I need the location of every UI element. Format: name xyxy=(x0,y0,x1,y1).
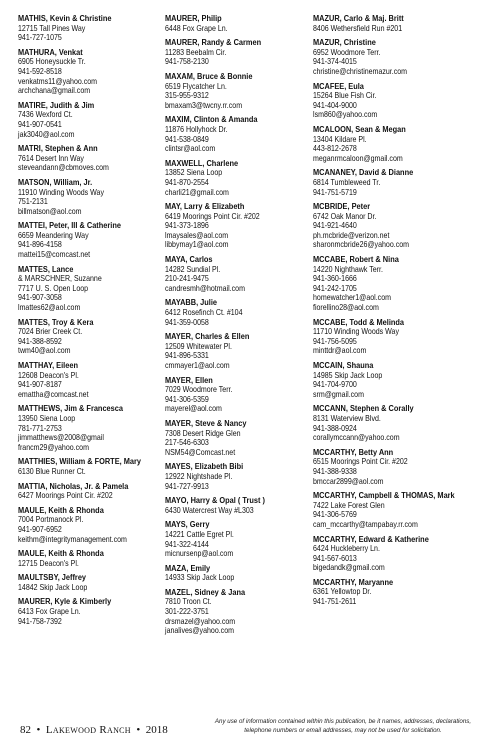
directory-entry xyxy=(18,144,168,173)
directory-entry xyxy=(165,255,315,293)
entry-name: MATHURA, Venkat xyxy=(18,46,83,57)
entry-detail-line: 7614 Desert Inn Way xyxy=(18,153,84,163)
entry-name: MATTEI, Peter, III & Catherine xyxy=(18,220,121,231)
entry-detail-line: mattei15@comcast.net xyxy=(18,250,91,260)
entry-detail-line: 781-771-2753 xyxy=(18,423,62,433)
entry-detail-line: & MARSCHNER, Suzanne xyxy=(18,274,102,284)
entry-detail-line: 11283 Beebalm Cir. xyxy=(165,47,227,57)
entry-detail-line: drsmazel@yahoo.com xyxy=(165,616,236,626)
directory-entry xyxy=(18,48,168,96)
entry-detail-line: 7029 Woodmore Terr. xyxy=(165,385,233,395)
entry-name: MATRI, Stephen & Ann xyxy=(18,143,98,154)
directory-column-1 xyxy=(18,14,168,631)
entry-detail-line: minttdr@aol.com xyxy=(313,346,367,356)
entry-name: MAURER, Kyle & Kimberly xyxy=(18,596,112,607)
entry-detail-line: bmccar2899@aol.com xyxy=(313,476,384,486)
entry-detail-line: 6427 Moorings Point Cir. #202 xyxy=(18,491,113,501)
directory-entry xyxy=(18,101,168,139)
entry-detail-line: 14933 Skip Jack Loop xyxy=(165,573,235,583)
directory-entry xyxy=(18,265,168,313)
entry-detail-line: lmattes62@aol.com xyxy=(18,303,81,313)
entry-detail-line: 6419 Moorings Point Cir. #202 xyxy=(165,211,260,221)
entry-name: MCBRIDE, Peter xyxy=(313,201,371,212)
entry-detail-line: 6424 Huckleberry Ln. xyxy=(313,544,380,554)
entry-detail-line: 941-373-1896 xyxy=(165,221,209,231)
entry-detail-line: 941-306-5769 xyxy=(313,510,357,520)
entry-detail-line: 7810 Troon Ct. xyxy=(165,597,212,607)
entry-detail-line: 7024 Brier Creek Ct. xyxy=(18,327,83,337)
entry-detail-line: keithm@integritymanagement.com xyxy=(18,534,127,544)
entry-detail-line: 941-870-2554 xyxy=(165,177,209,187)
entry-detail-line: 315-955-9312 xyxy=(165,91,209,101)
directory-column-3 xyxy=(313,14,463,612)
entry-detail-line: cam_mccarthy@tampabay.rr.com xyxy=(313,519,418,529)
entry-detail-line: 14220 Nighthawk Terr. xyxy=(313,264,383,274)
directory-entry xyxy=(165,159,315,197)
entry-detail-line: 13852 Siena Loop xyxy=(165,168,223,178)
directory-entry xyxy=(18,573,168,592)
entry-detail-line: twm40@aol.com xyxy=(18,346,71,356)
entry-name: MATTHEWS, Jim & Francesca xyxy=(18,403,124,414)
entry-detail-line: candresmh@hotmail.com xyxy=(165,283,245,293)
entry-detail-line: bigedandk@gmail.com xyxy=(313,563,385,573)
entry-name: MAXWELL, Charlene xyxy=(165,157,239,168)
entry-name: MATTES, Lance xyxy=(18,263,74,274)
entry-name: MAYES, Elizabeth Bibi xyxy=(165,461,244,472)
entry-name: MCANANEY, David & Dianne xyxy=(313,167,414,178)
directory-entry xyxy=(165,14,315,33)
entry-detail-line: 301-222-3751 xyxy=(165,607,209,617)
entry-detail-line: homewatcher1@aol.com xyxy=(313,293,391,303)
directory-entry xyxy=(18,404,168,452)
entry-name: MAXAM, Bruce & Bonnie xyxy=(165,70,253,81)
entry-name: MAXIM, Clinton & Amanda xyxy=(165,114,258,125)
entry-detail-line: billmatson@aol.com xyxy=(18,206,82,216)
directory-entry xyxy=(165,202,315,250)
entry-detail-line: 8131 Waterview Blvd. xyxy=(313,413,381,423)
solicitation-disclaimer: Any use of information contained within this publication, be it names, addresses, declarations, telephone numbers or email addresses, may not be used for solicitation. xyxy=(214,718,472,734)
entry-detail-line: lsm860@yahoo.com xyxy=(313,110,378,120)
entry-detail-line: NSM54@Comcast.net xyxy=(165,447,236,457)
entry-detail-line: 6814 Tumbleweed Tr. xyxy=(313,177,381,187)
entry-detail-line: 14842 Skip Jack Loop xyxy=(18,582,88,592)
page-number: 82 xyxy=(20,724,31,736)
entry-detail-line: 941-538-0849 xyxy=(165,134,209,144)
entry-detail-line: clintsr@aol.com xyxy=(165,144,216,154)
entry-detail-line: 443-812-2678 xyxy=(313,144,357,154)
directory-entry xyxy=(18,597,168,626)
directory-entry xyxy=(165,115,315,153)
entry-name: MAYO, Harry & Opal ( Trust ) xyxy=(165,495,265,506)
entry-detail-line: archchana@gmail.com xyxy=(18,86,91,96)
entry-name: MAYER, Ellen xyxy=(165,374,213,385)
entry-detail-line: jak3040@aol.com xyxy=(18,129,75,139)
entry-name: MAZA, Emily xyxy=(165,562,211,573)
entry-detail-line: 941-756-5095 xyxy=(313,336,357,346)
directory-entry xyxy=(313,491,463,529)
directory-year: 2018 xyxy=(145,724,168,736)
entry-name: MCCARTHY, Edward & Katherine xyxy=(313,533,429,544)
entry-detail-line: 6905 Honeysuckle Tr. xyxy=(18,57,86,67)
directory-entry xyxy=(165,376,315,414)
entry-detail-line: 7422 Lake Forest Glen xyxy=(313,500,385,510)
entry-detail-line: 941-242-1705 xyxy=(313,283,357,293)
entry-detail-line: 6952 Woodmore Terr. xyxy=(313,47,381,57)
directory-entry xyxy=(165,38,315,67)
directory-entry xyxy=(313,448,463,486)
entry-detail-line: 941-306-5359 xyxy=(165,394,209,404)
entry-name: MCCARTHY, Campbell & THOMAS, Mark xyxy=(313,490,455,501)
entry-detail-line: 941-704-9700 xyxy=(313,380,357,390)
entry-detail-line: micnursenp@aol.com xyxy=(165,549,234,559)
entry-detail-line: 941-907-6952 xyxy=(18,524,62,534)
entry-name: MCAFEE, Eula xyxy=(313,80,364,91)
directory-entry xyxy=(18,457,168,476)
directory-entry xyxy=(165,298,315,327)
entry-detail-line: bmaxam3@twcny.rr.com xyxy=(165,100,243,110)
entry-detail-line: 11710 Winding Woods Way xyxy=(313,327,399,337)
directory-entry xyxy=(313,38,463,76)
entry-detail-line: 12608 Deacon's Pl. xyxy=(18,370,79,380)
entry-detail-line: 941-592-8518 xyxy=(18,66,62,76)
directory-entry xyxy=(165,462,315,491)
entry-name: MCALOON, Sean & Megan xyxy=(313,123,406,134)
entry-name: MATTIA, Nicholas, Jr. & Pamela xyxy=(18,480,129,491)
entry-detail-line: 11910 Winding Woods Way xyxy=(18,187,104,197)
entry-detail-line: 7308 Desert Ridge Glen xyxy=(165,428,241,438)
directory-column-2 xyxy=(165,14,315,641)
entry-detail-line: 13950 Siena Loop xyxy=(18,413,76,423)
entry-detail-line: ph.mcbride@verizon.net xyxy=(313,230,390,240)
entry-name: MCCABE, Todd & Melinda xyxy=(313,316,405,327)
entry-detail-line: 941-388-9338 xyxy=(313,466,357,476)
entry-detail-line: 12509 Whitewater Pl. xyxy=(165,341,232,351)
entry-detail-line: 941-322-4144 xyxy=(165,539,209,549)
entry-detail-line: 217-546-6303 xyxy=(165,438,209,448)
page-footer xyxy=(0,718,482,748)
entry-name: MAULTSBY, Jeffrey xyxy=(18,572,87,583)
directory-entry xyxy=(313,255,463,313)
directory-entry xyxy=(18,506,168,544)
entry-detail-line: 13404 Kildare Pl. xyxy=(313,134,367,144)
entry-detail-line: 7717 U. S. Open Loop xyxy=(18,283,89,293)
entry-detail-line: francm29@yahoo.com xyxy=(18,442,89,452)
directory-name: Lakewood Ranch xyxy=(45,724,131,736)
entry-name: MAYS, Gerry xyxy=(165,519,210,530)
entry-detail-line: charli21@gmail.com xyxy=(165,187,229,197)
entry-detail-line: 941-896-4158 xyxy=(18,240,62,250)
entry-detail-line: 941-751-2611 xyxy=(313,597,357,607)
entry-name: MCCANN, Stephen & Corally xyxy=(313,403,414,414)
entry-detail-line: 6659 Meandering Way xyxy=(18,230,89,240)
entry-detail-line: 941-758-7392 xyxy=(18,616,62,626)
directory-entry xyxy=(18,361,168,399)
entry-name: MCCARTHY, Betty Ann xyxy=(313,446,394,457)
entry-name: MCCARTHY, Maryanne xyxy=(313,576,394,587)
entry-detail-line: 14221 Cattle Egret Pl. xyxy=(165,529,234,539)
directory-entry xyxy=(18,549,168,568)
entry-detail-line: corallymccann@yahoo.com xyxy=(313,433,400,443)
entry-detail-line: 6742 Oak Manor Dr. xyxy=(313,211,377,221)
entry-detail-line: 11876 Hollyhock Dr. xyxy=(165,124,228,134)
entry-detail-line: libbymay1@aol.com xyxy=(165,240,229,250)
entry-detail-line: srm@gmail.com xyxy=(313,389,364,399)
directory-entry xyxy=(313,318,463,356)
entry-detail-line: 6448 Fox Grape Ln. xyxy=(165,23,228,33)
entry-detail-line: meganrmcaloon@gmail.com xyxy=(313,153,403,163)
entry-detail-line: 941-404-9000 xyxy=(313,100,357,110)
entry-detail-line: 941-758-2130 xyxy=(165,57,209,67)
entry-name: MAYABB, Julie xyxy=(165,297,218,308)
entry-detail-line: 7436 Wexford Ct. xyxy=(18,110,73,120)
directory-entry xyxy=(18,482,168,501)
entry-detail-line: 12715 Tall Pines Way xyxy=(18,23,86,33)
entry-name: MAYER, Steve & Nancy xyxy=(165,417,247,428)
entry-detail-line: steveandann@cbmoves.com xyxy=(18,163,109,173)
entry-detail-line: 14985 Skip Jack Loop xyxy=(313,370,383,380)
directory-entry xyxy=(165,520,315,558)
entry-detail-line: 751-2131 xyxy=(18,197,48,207)
entry-name: MATIRE, Judith & Jim xyxy=(18,99,95,110)
footer-folio xyxy=(20,724,168,736)
entry-name: MATTHAY, Eileen xyxy=(18,360,78,370)
directory-entry xyxy=(313,202,463,250)
entry-detail-line: 941-374-4015 xyxy=(313,57,357,67)
entry-detail-line: 6519 Flycatcher Ln. xyxy=(165,81,227,91)
entry-detail-line: 6130 Blue Runner Ct. xyxy=(18,466,86,476)
entry-name: MAZUR, Carlo & Maj. Britt xyxy=(313,13,404,23)
directory-entry xyxy=(313,125,463,163)
entry-name: MAYA, Carlos xyxy=(165,254,213,265)
directory-entry xyxy=(18,318,168,356)
entry-name: MAZUR, Christine xyxy=(313,37,376,48)
entry-detail-line: emattha@comcast.net xyxy=(18,389,89,399)
entry-detail-line: cmmayer1@aol.com xyxy=(165,361,230,370)
directory-entry xyxy=(313,361,463,399)
entry-name: MAZEL, Sidney & Jana xyxy=(165,586,246,597)
entry-detail-line: mayerel@aol.com xyxy=(165,404,222,414)
entry-detail-line: 941-359-0058 xyxy=(165,317,209,327)
entry-name: MAY, Larry & Elizabeth xyxy=(165,201,245,212)
directory-entry xyxy=(165,72,315,110)
entry-detail-line: lmaysales@aol.com xyxy=(165,230,229,240)
directory-entry xyxy=(313,578,463,607)
entry-detail-line: 941-388-0924 xyxy=(313,423,357,433)
directory-entry xyxy=(313,14,463,33)
entry-detail-line: 8406 Wethersfield Run #201 xyxy=(313,23,403,33)
directory-entry xyxy=(313,404,463,442)
entry-detail-line: 941-567-6013 xyxy=(313,553,357,563)
entry-detail-line: 941-727-1075 xyxy=(18,33,62,43)
entry-name: MATHIS, Kevin & Christine xyxy=(18,13,112,23)
entry-detail-line: 12715 Deacon's Pl. xyxy=(18,558,79,568)
entry-detail-line: 941-921-4640 xyxy=(313,221,357,231)
directory-entry xyxy=(165,564,315,583)
entry-detail-line: 210-241-9475 xyxy=(165,274,209,284)
directory-entry xyxy=(313,535,463,573)
entry-detail-line: 941-896-5331 xyxy=(165,351,209,361)
entry-detail-line: 941-751-5719 xyxy=(313,187,357,197)
entry-name: MAURER, Randy & Carmen xyxy=(165,37,262,48)
directory-entry xyxy=(313,168,463,197)
entry-detail-line: christine@christinemazur.com xyxy=(313,66,408,76)
entry-detail-line: 6413 Fox Grape Ln. xyxy=(18,607,81,617)
entry-detail-line: 7004 Portmanock Pl. xyxy=(18,515,84,525)
directory-entry xyxy=(165,496,315,515)
entry-name: MAULE, Keith & Rhonda xyxy=(18,548,104,559)
directory-entry xyxy=(18,221,168,259)
entry-detail-line: sharonmcbride26@yahoo.com xyxy=(313,240,409,250)
entry-detail-line: venkatms11@yahoo.com xyxy=(18,76,98,86)
directory-entry xyxy=(165,332,315,370)
footer-bullet: • xyxy=(36,724,41,736)
entry-detail-line: 941-360-1666 xyxy=(313,274,357,284)
directory-entry xyxy=(18,178,168,216)
entry-name: MAURER, Philip xyxy=(165,13,222,23)
entry-name: MCCABE, Robert & Nina xyxy=(313,254,399,265)
entry-name: MATTHIES, William & FORTE, Mary xyxy=(18,456,141,467)
entry-detail-line: 941-727-9913 xyxy=(165,481,209,491)
footer-bullet: • xyxy=(136,724,141,736)
entry-detail-line: 12922 Nightshade Pl. xyxy=(165,471,233,481)
entry-detail-line: 6412 Rosefinch Ct. #104 xyxy=(165,308,243,318)
directory-entry xyxy=(165,419,315,457)
entry-detail-line: 6515 Moorings Point Cir. #202 xyxy=(313,457,408,467)
directory-entry xyxy=(313,82,463,120)
entry-detail-line: 6430 Watercrest Way #L303 xyxy=(165,505,254,515)
entry-name: MCCAIN, Shauna xyxy=(313,360,374,370)
entry-name: MATTES, Troy & Kera xyxy=(18,316,94,327)
entry-name: MATSON, William, Jr. xyxy=(18,176,93,187)
entry-name: MAULE, Keith & Rhonda xyxy=(18,504,104,515)
entry-detail-line: 941-907-0541 xyxy=(18,119,62,129)
entry-detail-line: 15264 Blue Fish Cir. xyxy=(313,91,377,101)
entry-detail-line: jimmatthews@2008@gmail xyxy=(18,433,104,443)
entry-detail-line: fiorellino28@aol.com xyxy=(313,303,379,313)
entry-detail-line: 6361 Yellowtop Dr. xyxy=(313,587,372,597)
entry-detail-line: 941-388-8592 xyxy=(18,336,62,346)
entry-name: MAYER, Charles & Ellen xyxy=(165,331,250,342)
directory-entry xyxy=(18,14,168,43)
entry-detail-line: 941-907-8187 xyxy=(18,380,62,390)
directory-entry xyxy=(165,588,315,636)
entry-detail-line: 14282 Sundial Pl. xyxy=(165,264,221,274)
entry-detail-line: janalives@yahoo.com xyxy=(165,626,235,636)
entry-detail-line: 941-907-3058 xyxy=(18,293,62,303)
